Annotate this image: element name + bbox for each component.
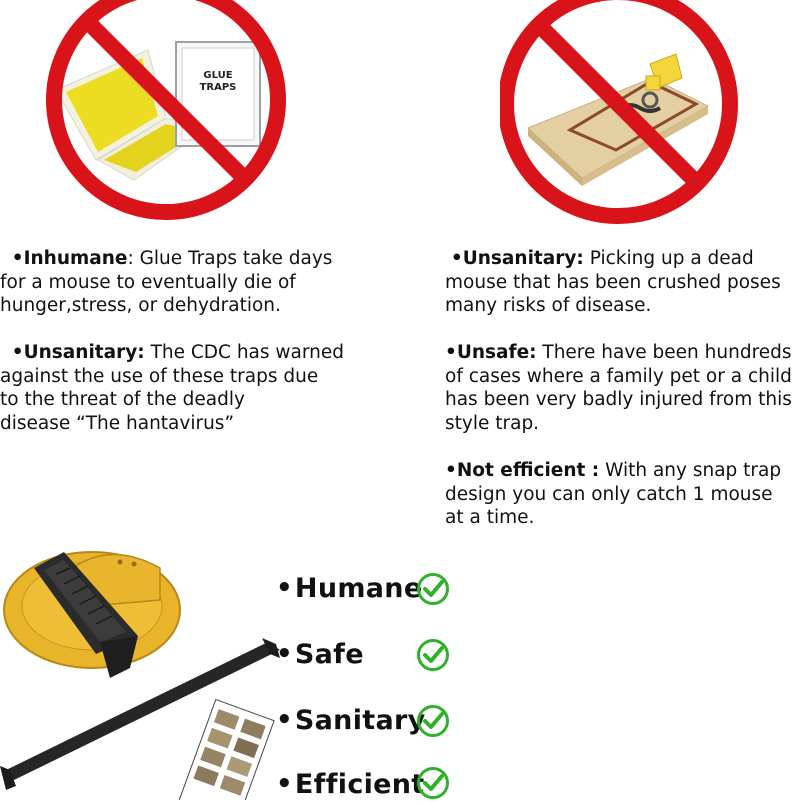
check-circle-icon <box>416 766 450 800</box>
snap-trap-unsanitary-point: •Unsanitary: Picking up a dead mouse that has been crushed poses many risks of disease. <box>445 248 781 316</box>
svg-text:TRAPS: TRAPS <box>199 82 237 93</box>
check-circle-icon <box>416 704 450 738</box>
glue-trap-unsanitary-point: •Unsanitary: The CDC has warned against the use of these traps due to the threat of the deadly disease “The hantavirus” <box>0 342 345 434</box>
benefit-humane: • Humane <box>276 572 423 604</box>
snap-trap-not-efficient-point: •Not efficient : With any snap trap design you can only catch 1 mouse at a time. <box>445 460 782 528</box>
glue-traps-package-label: GLUE <box>203 70 233 81</box>
benefit-safe: • Safe <box>276 638 364 670</box>
check-circle-icon <box>416 572 450 606</box>
glue-trap-prohibited-image <box>38 0 294 226</box>
snap-trap-unsafe-point: •Unsafe: There have been hundreds of cases where a family pet or a child has been very badly injured from this style trap. <box>445 342 792 434</box>
benefit-sanitary: • Sanitary <box>276 704 426 736</box>
glue-trap-inhumane-point: •Inhumane: Glue Traps take days for a mouse to eventually die of hunger,stress, or dehydration. <box>0 248 333 316</box>
benefit-efficient: • Efficient <box>276 768 425 800</box>
snap-trap-prohibited-image <box>500 0 740 230</box>
check-circle-icon <box>416 638 450 672</box>
bucket-lid-trap-image <box>0 540 280 800</box>
